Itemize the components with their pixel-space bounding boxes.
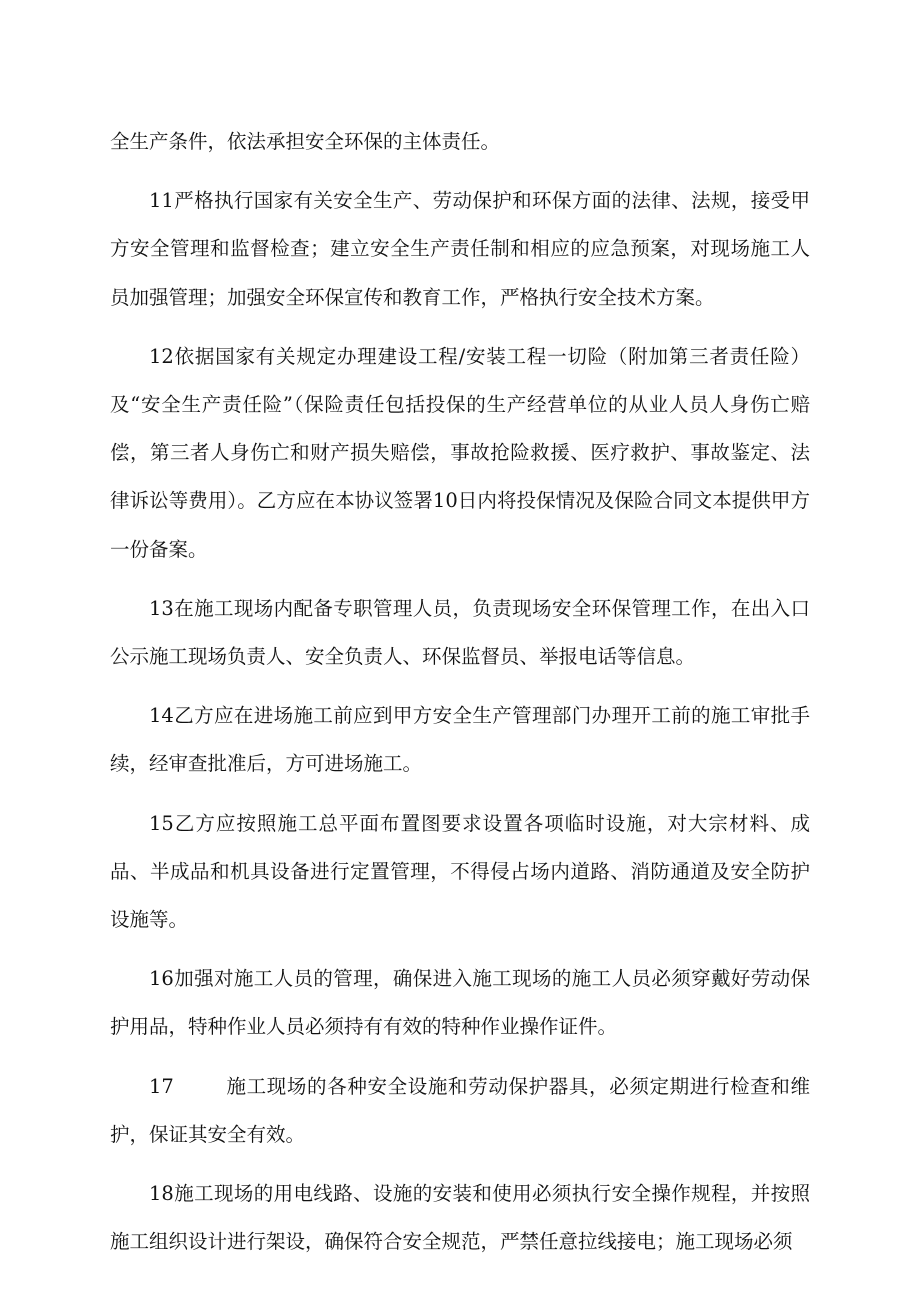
paragraph-text: 施工现场的用电线路、设施的安装和使用必须执行安全操作规程，并按照施工组织设计进行架设，确保符合安全规范，严禁任意拉线接电；施工现场必须: [110, 1182, 810, 1254]
paragraph-11: [110, 177, 810, 322]
paragraph-text: 施工现场的各种安全设施和劳动保护器具，必须定期进行检查和维护，保证其安全有效。: [110, 1074, 810, 1146]
paragraph-14: [110, 692, 810, 788]
paragraph-text: 在施工现场内配备专职管理人员，负责现场安全环保管理工作，在出入口公示施工现场负责人、安全负责人、环保监督员、举报电话等信息。: [110, 596, 810, 669]
clause-number: 18: [149, 1182, 174, 1206]
clause-number: 15: [149, 811, 174, 835]
clause-number: 12: [149, 344, 174, 368]
paragraph-16: [110, 955, 810, 1051]
paragraph-18: [110, 1170, 810, 1266]
paragraph-text: 加强对施工人员的管理，确保进入施工现场的施工人员必须穿戴好劳动保护用品，特种作业人员必须持有有效的特种作业操作证件。: [110, 967, 810, 1039]
clause-number: 16: [149, 967, 174, 991]
clause-number: 17: [149, 1074, 174, 1098]
paragraph-text: 依据国家有关规定办理建设工程/安装工程一切险（附加第三者责任险）及“安全生产责任险”（保险责任包括投保的生产经营单位的从业人员人身伤亡赔偿，第三者人身伤亡和财产损失赔偿，事故抢险救援、医疗救护、事故鉴定、法律诉讼等费用）。乙方应在本协议签署10日内将投保情况及保险合同文本提供甲方一份备案。: [110, 344, 810, 561]
paragraph-13: [110, 585, 810, 681]
paragraph-15: [110, 800, 810, 945]
clause-number: 11: [149, 189, 174, 213]
clause-number: 14: [149, 704, 174, 728]
clause-number: 13: [149, 596, 174, 620]
paragraph-text: 严格执行国家有关安全生产、劳动保护和环保方面的法律、法规，接受甲方安全管理和监督检查；建立安全生产责任制和相应的应急预案，对现场施工人员加强管理；加强安全环保宣传和教育工作，严格执行安全技术方案。: [110, 189, 810, 309]
paragraph-text: 全生产条件，依法承担安全环保的主体责任。: [110, 130, 501, 153]
document-body: [110, 118, 810, 1266]
paragraph-12: [110, 333, 810, 574]
paragraph-text: 乙方应按照施工总平面布置图要求设置各项临时设施，对大宗材料、成品、半成品和机具设备进行定置管理，不得侵占场内道路、消防通道及安全防护设施等。: [110, 811, 810, 932]
paragraph-continuation: [110, 118, 810, 166]
paragraph-17: [110, 1063, 810, 1159]
paragraph-text: 乙方应在进场施工前应到甲方安全生产管理部门办理开工前的施工审批手续，经审查批准后，方可进场施工。: [110, 704, 810, 776]
